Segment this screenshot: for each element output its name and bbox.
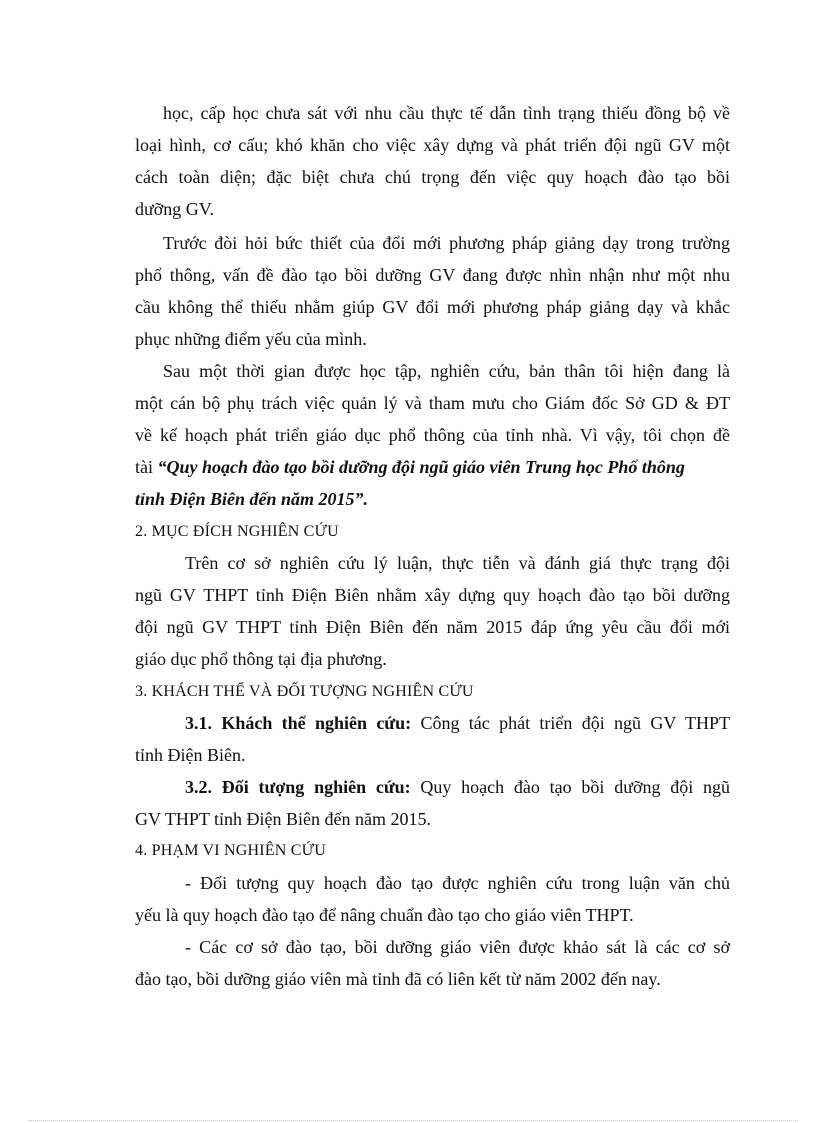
- text-line: Trước đòi hỏi bức thiết của đổi mới phương pháp giảng dạy trong trường: [163, 233, 730, 253]
- text-line: Sau một thời gian được học tập, nghiên cứu, bản thân tôi hiện đang là: [163, 361, 730, 381]
- section-heading: 3. KHÁCH THỂ VÀ ĐỐI TƯỢNG NGHIÊN CỨU: [135, 683, 474, 700]
- topic-title-cont: tỉnh Điện Biên đến năm 2015”.: [135, 489, 369, 509]
- text-line: cầu không thể thiếu nhằm giúp GV đổi mới phương pháp giảng dạy và khắc: [135, 297, 730, 317]
- text-line: về kế hoạch phát triển giáo dục phổ thông của tỉnh nhà. Vì vậy, tôi chọn đề: [135, 425, 730, 445]
- text-line: Trên cơ sở nghiên cứu lý luận, thực tiễn và đánh giá thực trạng đội: [185, 553, 730, 573]
- subsection-line: [185, 776, 730, 798]
- text-line: đào tạo, bồi dưỡng giáo viên mà tỉnh đã có liên kết từ năm 2002 đến nay.: [135, 969, 661, 989]
- topic-title: “Quy hoạch đào tạo bồi dưỡng đội ngũ giáo viên Trung học Phổ thông: [157, 457, 685, 477]
- text-line: phục những điểm yếu của mình.: [135, 329, 367, 349]
- text-line: giáo dục phổ thông tại địa phương.: [135, 649, 387, 669]
- text-line: loại hình, cơ cấu; khó khăn cho việc xây dựng và phát triển đội ngũ GV một: [135, 135, 730, 155]
- text-line: một cán bộ phụ trách việc quản lý và tham mưu cho Giám đốc Sở GD & ĐT: [135, 393, 730, 413]
- text-line: phổ thông, vấn đề đào tạo bồi dưỡng GV đang được nhìn nhận như một nhu: [135, 265, 730, 285]
- text-line: đội ngũ GV THPT tỉnh Điện Biên đến năm 2015 đáp ứng yêu cầu đổi mới: [135, 617, 730, 637]
- page-footer-divider: [28, 1120, 798, 1121]
- section-heading: 4. PHẠM VI NGHIÊN CỨU: [135, 842, 326, 859]
- topic-prefix: tài: [135, 457, 158, 477]
- text-line: dưỡng GV.: [135, 199, 214, 219]
- text-line: cách toàn diện; đặc biệt chưa chú trọng đến việc quy hoạch đào tạo bồi: [135, 167, 730, 187]
- text-line: GV THPT tỉnh Điện Biên đến năm 2015.: [135, 809, 431, 829]
- section-heading: 2. MỤC ĐÍCH NGHIÊN CỨU: [135, 523, 339, 540]
- subsection-line: [185, 712, 730, 734]
- text-line: học, cấp học chưa sát với nhu cầu thực tế dẫn tình trạng thiếu đồng bộ về: [163, 103, 730, 123]
- subsection-label: 3.1. Khách thể nghiên cứu:: [185, 713, 412, 733]
- topic-line: [135, 456, 730, 478]
- subsection-text: Quy hoạch đào tạo bồi dưỡng đội ngũ: [410, 777, 731, 797]
- text-line: ngũ GV THPT tỉnh Điện Biên nhằm xây dựng quy hoạch đào tạo bồi dưỡng: [135, 585, 730, 605]
- bullet-line: - Đối tượng quy hoạch đào tạo được nghiên cứu trong luận văn chủ: [185, 873, 730, 893]
- subsection-text: Công tác phát triển đội ngũ GV THPT: [411, 713, 731, 733]
- text-line: tỉnh Điện Biên.: [135, 745, 246, 765]
- subsection-label: 3.2. Đối tượng nghiên cứu:: [185, 777, 411, 797]
- bullet-line: - Các cơ sở đào tạo, bồi dưỡng giáo viên được khảo sát là các cơ sở: [185, 937, 730, 957]
- text-line: yếu là quy hoạch đào tạo để nâng chuẩn đào tạo cho giáo viên THPT.: [135, 905, 634, 925]
